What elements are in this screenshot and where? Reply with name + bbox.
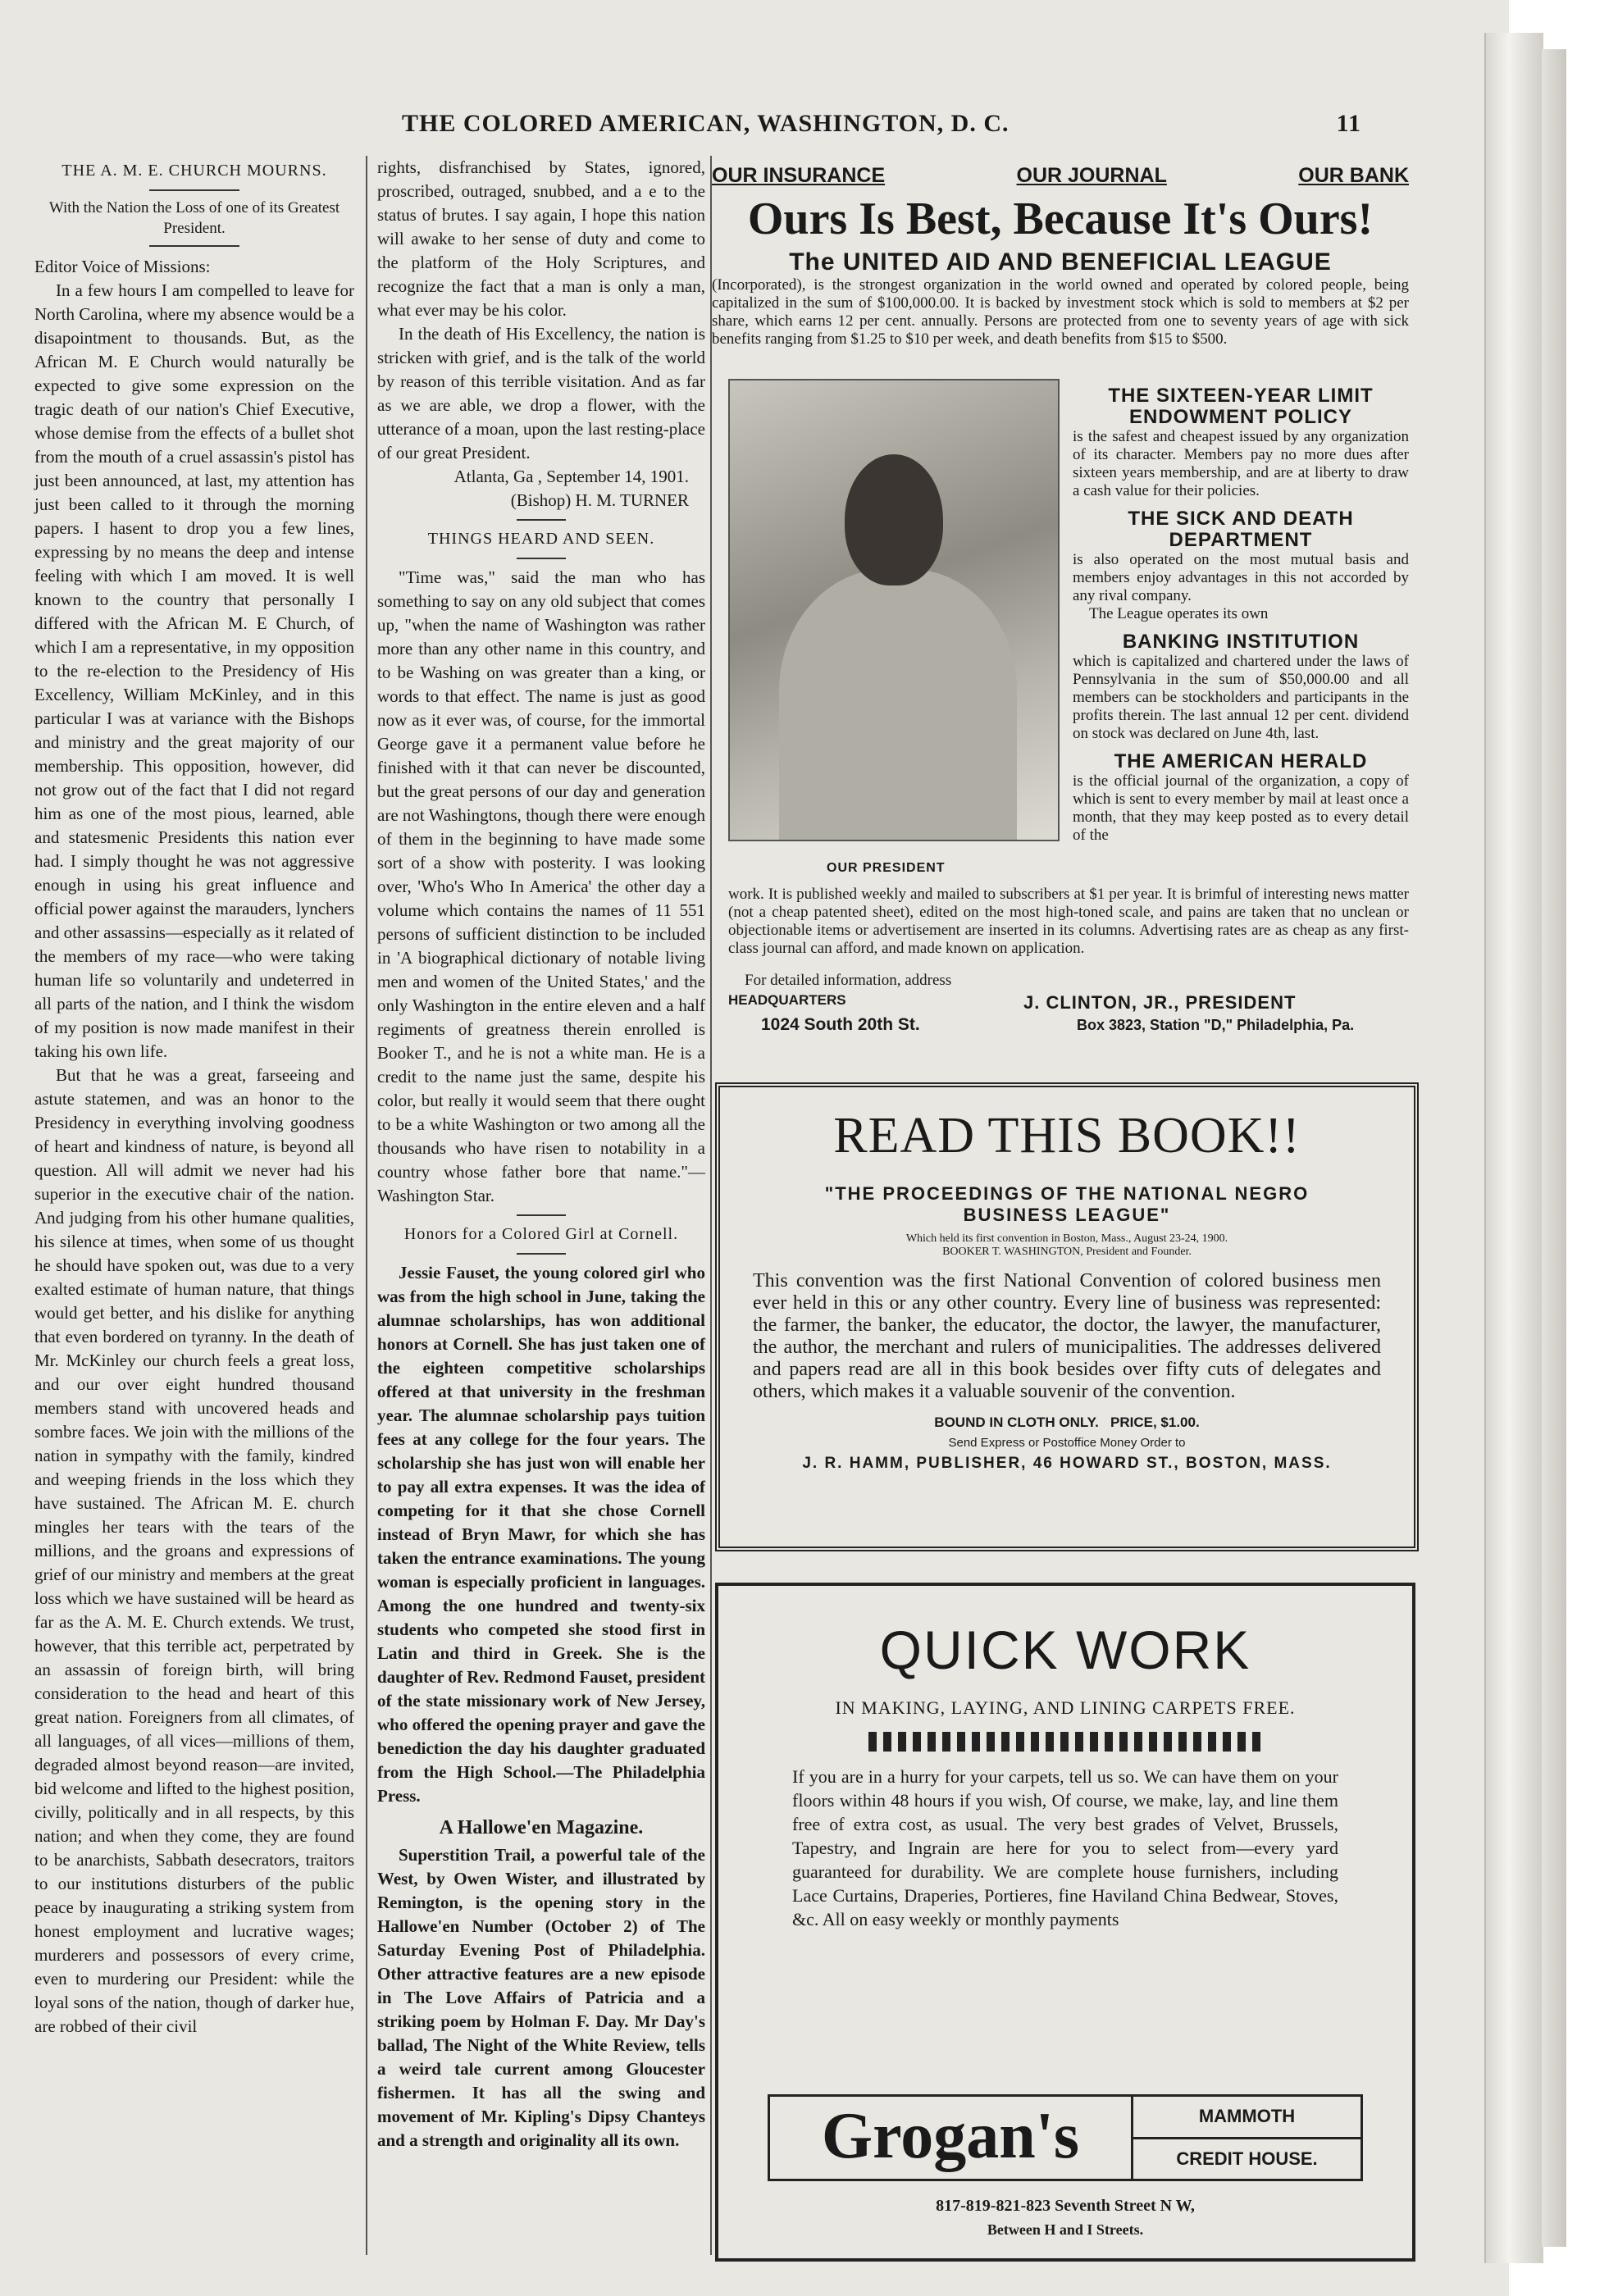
section-heading: THE AMERICAN HERALD xyxy=(1114,750,1368,772)
paragraph: Jessie Fauset, the young colored girl who was from the high school in June, taking the alumnae scholarships, has won additional honors at Cornell. She has just taken one of the eighteen competitive scholarships offered at that university in the freshman year. The alumnae scholarship pays tuition fees at any college for the four years. The scholarship she has just won will enable her to pay all extra expenses. It was the idea of competing for it that she chose Cornell instead of Bryn Mawr, for which she has taken the entrance examinations. The young woman is especially proficient in languages. Among the one hundred and twenty-six students who competed she stood first in Latin and third in Greek. She is the daughter of Rev. Redmond Fauset, president of the state missionary work of New Jersey, who offered the opening prayer and gave the benediction the day his daughter graduated from the High School.—The Philadelphia Press. xyxy=(377,1263,705,1806)
paragraph: In a few hours I am compelled to leave for North Carolina, where my absence would be a disapointment to thousands. But, as the African M. E Church would naturally be expected to give some expression on the tragic death of our nation's Chief Executive, whose demise from the effects of a bullet shot from the mouth of a cruel assassin's pistol has just been announced, at last, my attention has just been called to it through the morning papers. I hasent to drop you a few lines, expressing by no means the deep and intense feeling with which I am moved. It is well known to the country that personally I differed with the African M. E Church, of which I am a representative, in my opposition to the re-election to the Presidency of His Excellency, William McKinley, and in this particular I was at variance with the Bishops and ministry and the great majority of our membership. This opposition, however, did not grow out of the fact that I did not regard him as one of the most pious, learned, able and statesmenic Presidents this nation ever had. I simply thought he was not aggressive enough in using his great influence and official power against the marauders, lynchers and other assassins—especially as it related of the members of my race—who were taking human life so voluntarily and undeterred in all parts of the nation, and I think the wisdom of my position is now made manifest in their taking his own life. xyxy=(34,280,354,1061)
ad-nav xyxy=(712,164,1409,188)
headline: THINGS HEARD AND SEEN. xyxy=(427,530,655,548)
section-text: is the official journal of the organization, a copy of which is sent to every member by mail at least once a month, that they may keep posted as to every detail of the xyxy=(1073,772,1409,844)
founder-info: BOOKER T. WASHINGTON, President and Founder. xyxy=(942,1246,1192,1258)
divider xyxy=(517,519,566,521)
store-tag: CREDIT HOUSE. xyxy=(1176,2148,1318,2169)
paragraph: "Time was," said the man who has something to say on any old subject that comes up, "when the name of Washington was rather more than any other name in this country, and to be Washing on was greater than a king, or words to that effect. The name is just as good now as it ever was, of course, for the immortal George gave it a permanent value before he finished with it that can never be discounted, but the great persons of our day and generation are not Washingtons, though there were enough of them in the beginning to have made some sort of a show with posterity. I was looking over, 'Who's Who In America' the other day a volume which contains the names of 11 551 persons of sufficient distinction to be included in 'A biographical dictionary of notable living men and women of the United States,' and the only Washington in the entire eleven and a half regiments of greatness therein enrolled is Booker T., and he is not a white man. He is a credit to the name just the same, despite his color, but really it would seem that there ought to be a white Washington or two among all the thousands who have risen to notability in a country whose father bore that name."—Washington Star. xyxy=(377,567,705,1205)
divider xyxy=(149,189,239,191)
page-edge-stack xyxy=(1542,49,1566,2247)
headline: Honors for a Colored Girl at Cornell. xyxy=(403,1225,679,1243)
paragraph: But that he was a great, farseeing and astute statemen, and was an honor to the Presidency in everything involving goodness of heart and kindness of nature, is beyond all question. All will admit we never had his superior in the executive chair of the nation. And judging from his other humane qualities, his silence at times, when some of us thought he should have spoken out, was due to a very exalted estimate of human nature, that things would get better, and his dislike for anything that even bordered on tyranny. In the death of Mr. McKinley our church feels a great loss, and our over eight hundred thousand members stand with uncovered heads and sombre faces. We join with the millions of the nation in sympathy with the family, kindred and weeping friends in the loss which they have sustained. The African M. E. church mingles her tears with the tears of the millions, and the groans and expressions of grief of our ministry and members at the great loss which we have sustained will be heard as far as the A. M. E. Church extends. We trust, however, that this terrible act, perpetrated by an assassin of foreign birth, will bring consideration to the head and heart of this great nation. Foreigners from all climates, of all languages, of all vices—millions of them, degraded almost beyond reason—are invited, bid welcome and lifted to the highest position, civilly, politically and in all respects, by this nation; and when they come, they are found to be anarchists, Sabbath desecrators, traitors to our institutions disturbers of the public peace by inaugurating a striking system from honest employment and lucrative wages; murderers and possessors of every crime, even to murdering our President: while the loyal sons of the nation, though of darker hue, are robbed of their civil xyxy=(34,1065,354,2036)
carpet-advertisement xyxy=(715,1583,1415,2262)
divider xyxy=(517,1214,566,1216)
masthead-title: THE COLORED AMERICAN, WASHINGTON, D. C. xyxy=(402,110,1010,137)
photo-caption: OUR PRESIDENT xyxy=(827,861,946,875)
paragraph: rights, disfranchised by States, ignored, proscribed, outraged, snubbed, and a e to the status of brutes. I say again, I hope this nation will awake to her sense of duty and come to the platform of the Holy Scriptures, and recognize the fact that a man is only a man, what ever may be his color. xyxy=(377,157,705,320)
grogan-logo xyxy=(768,2094,1363,2181)
hq-address: 1024 South 20th St. xyxy=(761,1015,920,1034)
nav-journal: OUR JOURNAL xyxy=(1016,164,1167,187)
section-text: The League operates its own xyxy=(1089,605,1269,622)
store-tags xyxy=(1133,2097,1360,2179)
league-intro: (Incorporated), is the strongest organization in the world owned and operated by colored people, being capitalized in the sum of $100,000.00. It is backed by investment stock which is sold to members at $2 per share, which earns 12 per cent. annually. Persons are protected from one to seventy years of age with sick benefits ranging from $1.25 to $10 per week, and death benefits from $15 to $500. xyxy=(712,276,1409,348)
masthead xyxy=(246,105,1460,146)
page-number: 11 xyxy=(1336,110,1361,137)
league-details xyxy=(1073,377,1409,845)
convention-info: Which held its first convention in Boston, Mass., August 23-24, 1900. xyxy=(905,1232,1228,1245)
photo-face xyxy=(845,454,943,585)
store-cross-streets: Between H and I Streets. xyxy=(987,2221,1144,2238)
president-name: J. CLINTON, JR., PRESIDENT xyxy=(1023,992,1297,1013)
league-name: The UNITED AID AND BENEFICIAL LEAGUE xyxy=(789,248,1332,276)
store-tag: MAMMOTH xyxy=(1133,2097,1360,2139)
column-2 xyxy=(377,156,705,2255)
league-advertisement xyxy=(712,164,1409,1041)
box-address: Box 3823, Station "D," Philadelphia, Pa. xyxy=(1077,1017,1355,1033)
ornament-border xyxy=(868,1732,1262,1752)
order-instructions: Send Express or Postoffice Money Order to xyxy=(948,1436,1186,1450)
book-title: "THE PROCEEDINGS OF THE NATIONAL NEGRO BUSINESS LEAGUE" xyxy=(824,1183,1310,1225)
divider xyxy=(517,1253,566,1255)
store-address: 817-819-821-823 Seventh Street N W, xyxy=(936,2197,1195,2215)
store-name: Grogan's xyxy=(770,2097,1133,2179)
dateline: Atlanta, Ga , September 14, 1901. xyxy=(453,467,689,486)
column-rule xyxy=(366,156,367,2255)
book-price: BOUND IN CLOTH ONLY. PRICE, $1.00. xyxy=(934,1414,1200,1430)
publisher-line: J. R. HAMM, PUBLISHER, 46 HOWARD ST., BOSTON, MASS. xyxy=(802,1455,1332,1472)
nav-insurance: OUR INSURANCE xyxy=(712,164,886,187)
column-1 xyxy=(34,156,354,2255)
section-text: which is capitalized and chartered under the laws of Pennsylvania in the sum of $50,000.00 and all members can be stockholders and participants in the profits therein. The last annual 12 per cent. dividend on stock was declared on June 4th, last. xyxy=(1073,653,1409,742)
headline: A Hallowe'en Magazine. xyxy=(439,1817,644,1838)
signature: (Bishop) H. M. TURNER xyxy=(510,490,689,510)
president-photo xyxy=(728,379,1060,841)
ad-title: QUICK WORK xyxy=(879,1620,1251,1680)
address-prompt: For detailed information, address xyxy=(745,972,952,989)
paragraph: Superstition Trail, a powerful tale of the West, by Owen Wister, and illustrated by Remington, is the opening story in the Hallowe'en Number (October 2) of The Saturday Evening Post of Philadelphia. Other attractive features are a new episode in The Love Affairs of Patricia and a striking poem by Holman F. Day. Mr Day's ballad, The Night of the White Review, tells a weird tale current among Gloucester fishermen. It has all the swing and movement of Mr. Kipling's Dipsy Chanteys and a strength and originality all its own. xyxy=(377,1845,705,2150)
nav-bank: OUR BANK xyxy=(1298,164,1409,187)
section-text: is also operated on the most mutual basis and members enjoy advantages in this not accorded by any rival company. xyxy=(1073,551,1409,604)
hq-label: HEADQUARTERS xyxy=(728,992,846,1008)
section-text: is the safest and cheapest issued by any organization of its character. Members pay no more dues after sixteen years membership, and are at liberty to draw a cash value for their policies. xyxy=(1073,428,1409,499)
subhead: With the Nation the Loss of one of its Greatest President. xyxy=(48,199,340,237)
salutation: Editor Voice of Missions: xyxy=(34,257,211,276)
ad-title: READ THIS BOOK!! xyxy=(833,1108,1301,1164)
book-description: This convention was the first National Convention of colored business men ever held in this or any other country. Every line of business was represented: the farmer, the banker, the educator, the doctor, the lawyer, the manufacturer, the author, the merchant and rulers of municipalities. The addresses delivered and papers read are all in this book besides over fifty cuts of delegates and others, which makes it a valuable souvenir of the convention. xyxy=(753,1270,1381,1402)
section-heading: BANKING INSTITUTION xyxy=(1122,631,1360,653)
section-heading: THE SICK AND DEATH DEPARTMENT xyxy=(1128,508,1354,551)
ad-headline: Ours Is Best, Because It's Ours! xyxy=(747,194,1374,244)
divider xyxy=(517,558,566,559)
ad-subtitle: IN MAKING, LAYING, AND LINING CARPETS FREE. xyxy=(835,1697,1296,1718)
page-edge xyxy=(1484,33,1543,2263)
carpet-text: If you are in a hurry for your carpets, tell us so. We can have them on your floors within 48 hours if you wish, Of course, we make, lay, and line them free of extra cost, as usual. The very best grades of Velvet, Brussels, Tapestry, and Ingrain are here for you to select from—every yard guaranteed for durability. We are complete house furnishers, including Lace Curtains, Draperies, Portieres, fine Haviland China Bedwear, Stoves, &c. All on easy weekly or monthly payments xyxy=(792,1766,1338,1929)
paragraph: In the death of His Excellency, the nation is stricken with grief, and is the talk of the world by reason of this terrible visitation. And as far as we are able, we drop a flower, with the utterance of a moan, upon the last resting-place of our great President. xyxy=(377,324,705,462)
section-heading: THE SIXTEEN-YEAR LIMIT ENDOWMENT POLICY xyxy=(1108,385,1374,428)
herald-text: work. It is published weekly and mailed to subscribers at $1 per year. It is brimful of interesting news matter (not a cheap patented sheet), edited on the most high-toned scale, and pains are taken that no unclean or objectionable items or advertisement are inserted in its columns. Advertising rates are as cheap as any first-class journal can afford, and made known on application. xyxy=(728,886,1409,957)
photo-figure xyxy=(779,569,1017,840)
headline: THE A. M. E. CHURCH MOURNS. xyxy=(62,162,327,180)
divider xyxy=(149,245,239,247)
book-advertisement xyxy=(715,1082,1419,1551)
